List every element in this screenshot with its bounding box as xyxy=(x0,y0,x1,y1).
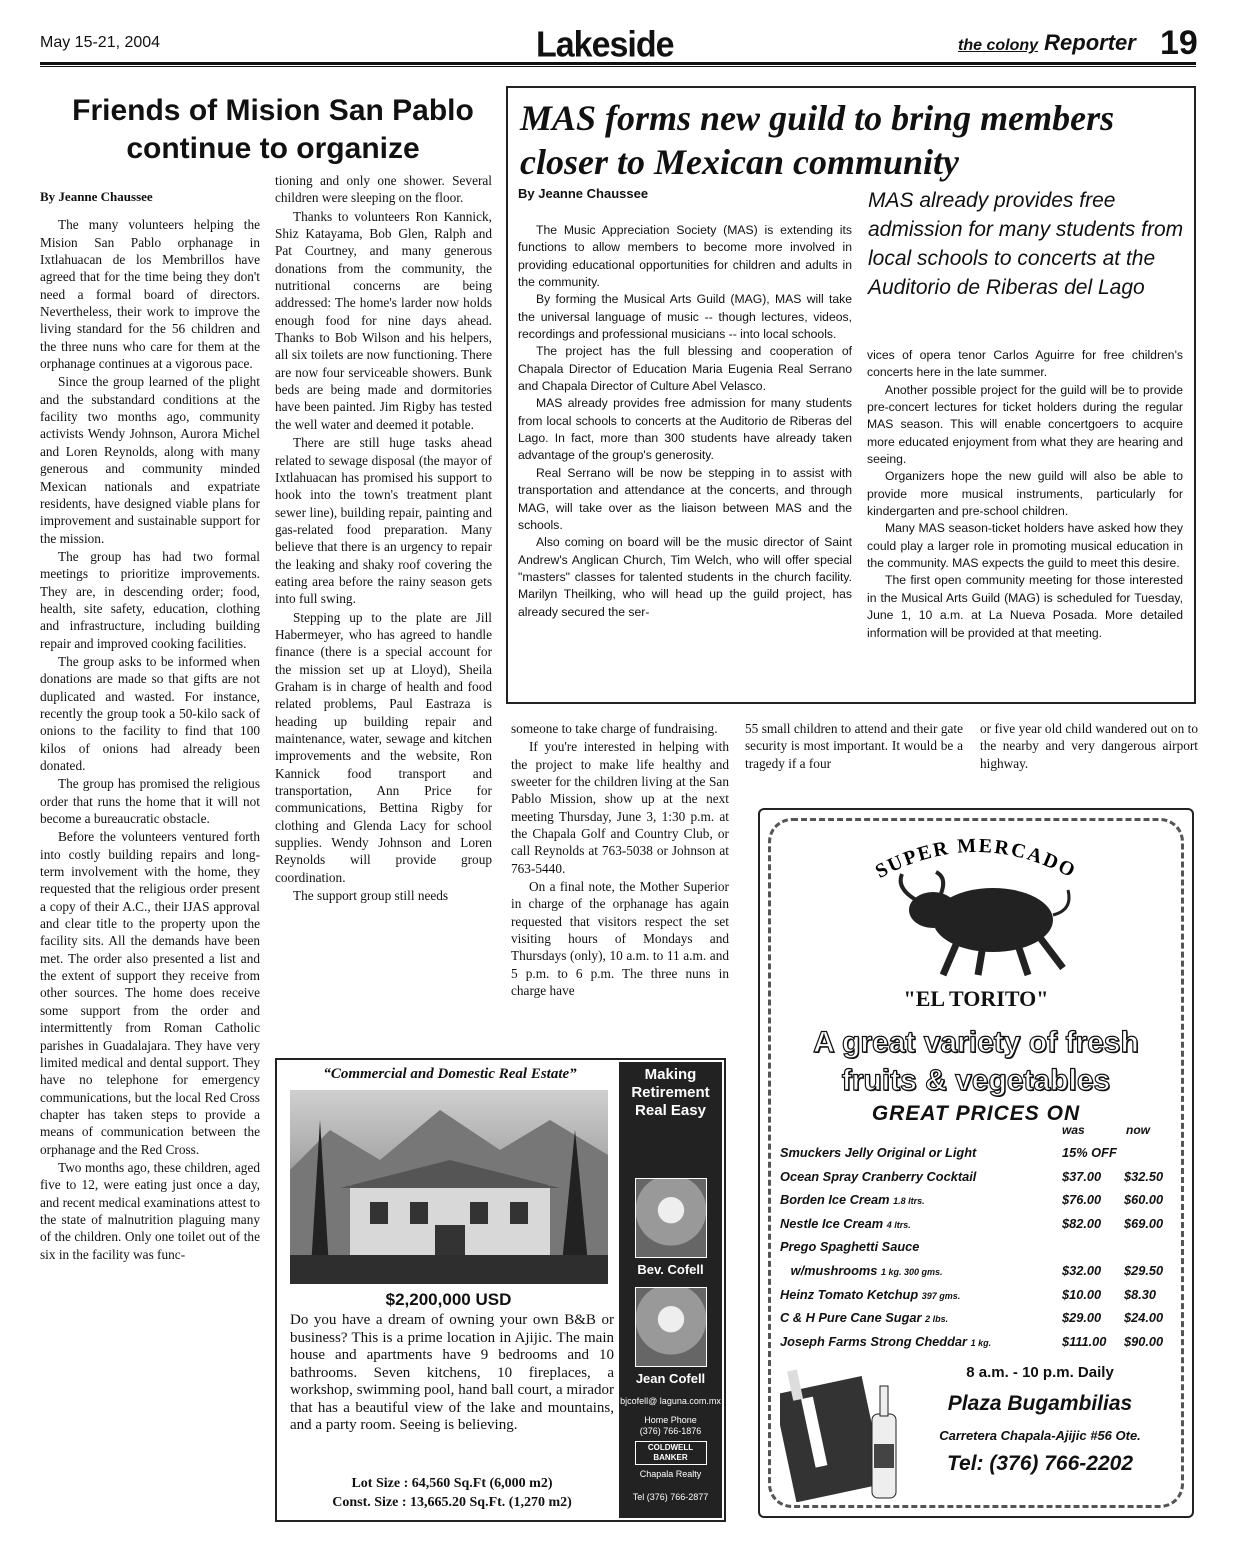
mas-column-2 xyxy=(867,347,1183,642)
section-title: Lakeside xyxy=(536,25,674,65)
price-row xyxy=(780,1331,1170,1355)
property-photo xyxy=(290,1090,608,1284)
paragraph: If you're interested in helping with the project to make life healthy and sweeter for the children living at the San Pablo Mission, show up at the next meeting Thursday, June 3, 1:30 p.m. at the Chapala Golf and Country Club, or call Reynolds at 763-5038 or Johnson at 763-5440. xyxy=(511,739,729,876)
real-estate-title: “Commercial and Domestic Real Estate” xyxy=(323,1066,577,1082)
product-size: 1.8 ltrs. xyxy=(893,1196,925,1207)
paragraph: Two months ago, these children, aged five to 12, were eating just once a day, and recent medical examinations attest to the state of malnutrition plaguing many of the children. Only one toilet out of the six in the facility was func- xyxy=(40,1159,260,1262)
issue-date: May 15-21, 2004 xyxy=(40,34,161,51)
agent-name: Jean Cofell xyxy=(635,1371,706,1386)
agent-sidebar xyxy=(619,1062,722,1518)
store-name: "EL TORITO" xyxy=(903,986,1049,1011)
office-phone: Tel (376) 766-2877 xyxy=(632,1492,709,1502)
brand-name: Reporter xyxy=(1044,30,1136,55)
was-price: $82.00 xyxy=(1062,1215,1102,1231)
store-plaza: Plaza Bugambilias xyxy=(947,1392,1133,1415)
now-price: $69.00 xyxy=(1124,1215,1164,1231)
product-name: Heinz Tomato Ketchup xyxy=(780,1286,919,1302)
product-name: C & H Pure Cane Sugar xyxy=(780,1310,922,1326)
paragraph: There are still huge tasks ahead related to sewage disposal (the mayor of Ixtlahuacan has promised his support to hook into the town's treatment plant sewer line), building repair, painting and gas-related food preparation. Many believe that there is an urgency to repair the leaking and shaky roof covering the eating area before the rainy season gets into full swing. xyxy=(275,435,492,607)
paragraph: vices of opera tenor Carlos Aguirre for free children's concerts here in the late summer. xyxy=(867,348,1183,380)
price-row xyxy=(780,1189,1170,1213)
now-price: $29.50 xyxy=(1124,1262,1164,1278)
story-headline: Friends of Mision San Pablo continue to organize xyxy=(72,94,474,165)
price-row xyxy=(780,1236,1170,1260)
paragraph: Also coming on board will be the music director of Saint Andrew's Anglican Church, Tim Welch, who will offer special "masters" classes for talented students in the church facility. Marilyn Theilking, who will head up the guild project, has already secured the ser- xyxy=(518,535,852,619)
product-name: w/mushrooms xyxy=(780,1262,878,1278)
prices-heading: GREAT PRICES ON xyxy=(871,1102,1081,1125)
product-cell xyxy=(780,1284,1062,1308)
property-sizes xyxy=(290,1474,614,1512)
product-name: Borden Ice Cream xyxy=(780,1192,890,1208)
brokerage-logo: COLDWELL BANKER xyxy=(635,1441,707,1465)
store-tagline: A great variety of fresh fruits & vegetables xyxy=(813,1026,1139,1097)
lot-size: Lot Size : 64,560 Sq.Ft (6,000 m2) xyxy=(351,1476,553,1491)
paragraph: By forming the Musical Arts Guild (MAG), MAS will take the universal language of music -- though lectures, videos, recordings and professional musicians -- into local schools. xyxy=(518,292,852,342)
product-name: Ocean Spray Cranberry Cocktail xyxy=(780,1168,977,1184)
paragraph: The support group still needs xyxy=(293,888,449,904)
paragraph: MAS already provides free admission for many students from local schools to concerts at the Auditorio de Riberas del Lago. In fact, more than 300 students have already taken advantage of the group's generosity. xyxy=(518,396,852,463)
store-phone: Tel: (376) 766-2202 xyxy=(947,1452,1133,1475)
agency-tagline: Making Retirement Real Easy xyxy=(631,1066,710,1119)
story-byline: By Jeanne Chaussee xyxy=(40,189,153,204)
paragraph: Another possible project for the guild will be to provide pre-concert lectures for ticket holders during the regular MAS season. This will enable concertgoers to acquire more educated enjoyment from what they are hearing and seeing. xyxy=(867,382,1183,467)
mas-byline: By Jeanne Chaussee xyxy=(518,186,649,201)
story-column-5 xyxy=(980,720,1198,772)
now-price: $90.00 xyxy=(1124,1333,1164,1349)
product-name: Prego Spaghetti Sauce xyxy=(780,1239,920,1255)
product-size: 2 lbs. xyxy=(925,1314,949,1325)
was-price: $76.00 xyxy=(1062,1192,1102,1208)
story-column-4 xyxy=(745,720,963,772)
product-name: Nestle Ice Cream xyxy=(780,1215,884,1231)
paragraph: The group has had two formal meetings to prioritize improvements. They are, in descending order; food, health, site safety, education, clothing and infrastructure, including building repair and improved cooking facilities. xyxy=(40,548,260,651)
story-column-2 xyxy=(275,172,492,904)
agent-email: bjcofell@ laguna.com.mx xyxy=(620,1396,721,1406)
was-price: $29.00 xyxy=(1062,1310,1102,1326)
now-price xyxy=(1124,1236,1170,1260)
paragraph: 55 small children to attend and their gate security is most important. It would be a tragedy if a four xyxy=(745,721,963,771)
product-cell xyxy=(780,1142,1062,1166)
paragraph: The many volunteers helping the Mision San Pablo orphanage in Ixtlahuacan de los Membrillos have agreed that for the time being they don't need a formal board of directors. Nevertheless, their work to improve the living standard for the 56 children and the three nuns who care for them at the orphanage continues at a vigorous pace. xyxy=(40,217,260,372)
paragraph: Organizers hope the new guild will also be able to provide more musical instruments, particularly for kindergarten and pre-school children. xyxy=(867,469,1183,519)
product-cell xyxy=(780,1166,1062,1190)
product-size: 4 ltrs. xyxy=(886,1219,911,1230)
brand-prefix: the colony xyxy=(958,37,1039,54)
wine-bottles-icon xyxy=(780,1364,910,1502)
story-column-1 xyxy=(40,188,260,1263)
was-column-header: was xyxy=(1062,1123,1085,1137)
product-size: 397 gms. xyxy=(921,1290,961,1301)
price-row xyxy=(780,1307,1170,1331)
arc-title-text: SUPER MERCADO xyxy=(871,834,1081,883)
construction-size: Const. Size : 13,665.20 Sq.Ft. (1,270 m2) xyxy=(332,1495,572,1510)
home-phone: (376) 766-1876 xyxy=(639,1426,702,1436)
product-cell xyxy=(780,1213,1062,1237)
price-row xyxy=(780,1260,1170,1284)
was-price: $32.00 xyxy=(1062,1262,1102,1278)
paragraph: The first open community meeting for those interested in the Musical Arts Guild (MAG) is scheduled for Tuesday, June 1, 10 a.m. at La Nueva Posada. More detailed information will be provided at that meeting. xyxy=(867,573,1183,640)
agent-name: Bev. Cofell xyxy=(637,1262,704,1277)
price-row xyxy=(780,1166,1170,1190)
product-name: Smuckers Jelly Original or Light xyxy=(780,1145,977,1160)
mas-headline: MAS forms new guild to bring members closer to Mexican community xyxy=(520,98,1115,182)
paragraph: Since the group learned of the plight and the substandard conditions at the facility two months ago, community activists Wendy Johnson, Aurora Michel and Loren Reynolds, along with many generous and community minded Mexican nationals and expatriate residents, have designed viable plans for improvement and sustainable support for the mission. xyxy=(40,374,260,546)
paragraph: Real Serrano will be now be stepping in to assist with transportation and attendance at the concerts, and through MAG, will take over as the liaison between MAS and the schools. xyxy=(518,465,852,532)
paragraph: Thanks to volunteers Ron Kannick, Shiz Katayama, Bob Glen, Ralph and Pat Courtney, and many generous donations from the community, the nutritional concerns are being addressed: The home's larder now holds enough food for nine days ahead. Thanks to Bob Wilson and his helpers, all six toilets are now functioning. There are now four serviceable showers. Bunk beds are being made and dormitories have been painted. Jim Rigby has tested the well water and deemed it potable. xyxy=(275,208,492,432)
was-price: $10.00 xyxy=(1062,1286,1102,1302)
paragraph: Many MAS season-ticket holders have asked how they could play a larger role in promoting musical education in the community. MAS expects the guild to meet this desire. xyxy=(867,521,1183,571)
paragraph: or five year old child wandered out on to the nearby and very dangerous airport highway. xyxy=(980,721,1198,771)
mas-pullquote: MAS already provides free admission for many students from local schools to concerts at the Auditorio de Riberas del Lago xyxy=(868,189,1184,299)
product-cell xyxy=(780,1236,1062,1260)
bull-icon xyxy=(888,870,1078,980)
brokerage-name: Chapala Realty xyxy=(639,1469,702,1479)
agent-photo xyxy=(635,1178,707,1258)
price-row xyxy=(780,1284,1170,1308)
story-column-3 xyxy=(511,720,729,1000)
was-price xyxy=(1062,1236,1124,1260)
product-size: 1 kg. xyxy=(970,1337,992,1348)
store-address: Carretera Chapala-Ajijic #56 Ote. xyxy=(939,1428,1141,1443)
property-description: Do you have a dream of owning your own B&B or business? This is a prime location in Ajijic. The main house and apartments have 9 bedrooms and 10 bathrooms. Seven kitchens, 10 fireplaces, a workshop, swimming pool, hand ball court, a mirador that has a beautiful view of the lake and mountains, and a party room. Seeing is believing. xyxy=(290,1312,614,1433)
product-cell xyxy=(780,1260,1062,1284)
product-cell xyxy=(780,1189,1062,1213)
was-price: $37.00 xyxy=(1062,1168,1102,1184)
house-illustration xyxy=(290,1090,608,1284)
price-row xyxy=(780,1213,1170,1237)
now-price: $32.50 xyxy=(1124,1168,1164,1184)
price-row xyxy=(780,1142,1170,1166)
now-price: $24.00 xyxy=(1124,1310,1164,1326)
paragraph: someone to take charge of fundraising. xyxy=(511,721,718,736)
mas-column-1 xyxy=(518,222,852,621)
now-column-header: now xyxy=(1126,1123,1150,1137)
page-number: 19 xyxy=(1160,24,1198,62)
product-cell xyxy=(780,1331,1062,1355)
was-price: $111.00 xyxy=(1062,1333,1107,1349)
paragraph: The group asks to be informed when donations are made so that gifts are not duplicated and wasted. For instance, recently the group took a 50-kilo sack of onions to the facility to find that 100 kilos of onions had already been donated. xyxy=(40,653,260,773)
paragraph: The Music Appreciation Society (MAS) is extending its functions to allow members to become more involved in providing educational opportunities for children and adults in the community. xyxy=(518,223,852,290)
property-price: $2,200,000 USD xyxy=(385,1290,512,1309)
newspaper-brand xyxy=(958,30,1136,56)
now-price: $8.30 xyxy=(1124,1286,1157,1302)
product-size: 1 kg. 300 gms. xyxy=(880,1266,943,1277)
was-price: 15% OFF xyxy=(1062,1145,1117,1160)
masthead-rule xyxy=(40,62,1196,67)
paragraph: tioning and only one shower. Several children were sleeping on the floor. xyxy=(275,173,492,206)
price-list xyxy=(780,1142,1170,1354)
home-phone-label: Home Phone xyxy=(644,1415,697,1425)
agent-photo xyxy=(635,1287,707,1367)
store-hours: 8 a.m. - 10 p.m. Daily xyxy=(966,1364,1114,1381)
paragraph: Before the volunteers ventured forth into costly building repairs and long-term involvement with the home, they requested that the religious order present a copy of their A.C., their IJAS approval and clear title to the property upon the facility sits. All the demands have been met. The order also presented a list and the extent of support they receive from other sources. The home does receive some support from the order and intermittently from Roman Catholic parishes in Guadalajara. They have very limited medical and dental support. They have no telephone for emergency communications, but the local Red Cross chapter has taken steps to provide a means of communication between the orphanage and the Red Cross. xyxy=(40,829,260,1157)
paragraph: The project has the full blessing and cooperation of Chapala Director of Education Maria Eugenia Real Serrano and Chapala Director of Culture Abel Velasco. xyxy=(518,344,852,394)
product-cell xyxy=(780,1307,1062,1331)
paragraph: Stepping up to the plate are Jill Habermeyer, who has agreed to handle finance (there is a special account for the mission set up at Lloyd), Sheila Graham is in charge of health and food related problems, Paul Eastraza is heading up building repair and maintenance, water, sewage and kitchen improvements and the website, Ron Kannick food transport and transportation, Ann Price for communications, Bettina Rigby for clothing and Glenda Lacy for school supplies. Wendy Johnson and Loren Reynolds will provide group coordination. xyxy=(275,609,492,885)
product-name: Joseph Farms Strong Cheddar xyxy=(780,1333,968,1349)
paragraph: The group has promised the religious order that runs the home that it will not become a bureaucratic obstacle. xyxy=(40,776,260,827)
now-price: $60.00 xyxy=(1124,1192,1164,1208)
paragraph: On a final note, the Mother Superior in charge of the orphanage has again requested that visitors respect the set visiting hours of Mondays and Thursdays (only), 10 a.m. to 11 a.m. and 5 p.m. to 6 p.m. The three nuns in charge have xyxy=(511,879,729,999)
